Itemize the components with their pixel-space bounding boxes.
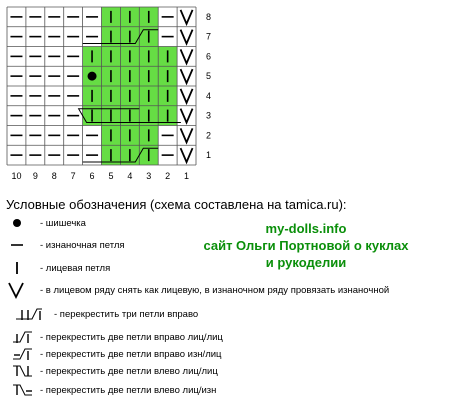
bobble-symbol: [88, 72, 97, 81]
column-label: 10: [11, 171, 22, 181]
slip-stitch-symbol: [181, 128, 193, 142]
cross-two-left-knit-purl-icon: [6, 381, 36, 399]
watermark-line-2: сайт Ольги Портновой о куклах: [203, 238, 409, 253]
watermark-line-3: и рукоделии: [265, 255, 347, 270]
slip-stitch-symbol: [181, 30, 193, 44]
slip-icon: [6, 281, 36, 299]
column-label: 8: [51, 171, 57, 181]
bobble-icon: [6, 214, 36, 232]
legend-item-text: - перекрестить две петли вправо изн/лиц: [40, 348, 222, 360]
watermark-line-1: my-dolls.info: [265, 221, 347, 236]
column-label: 2: [165, 171, 171, 181]
cross-two-left-knit-knit-icon: [6, 362, 36, 380]
slip-stitch-symbol: [181, 49, 193, 63]
column-label: 5: [108, 171, 114, 181]
legend-item-text: - в лицевом ряду снять как лицевую, в изнаночном ряду провязать изнаночной: [40, 284, 390, 296]
row-label: 3: [206, 110, 212, 121]
legend-item-bobble: [6, 214, 86, 232]
legend-item-purl: [6, 236, 125, 254]
slip-stitch-symbol: [181, 89, 193, 103]
legend-item-text: - лицевая петля: [40, 262, 111, 274]
row-label: 6: [206, 51, 212, 62]
slip-stitch-symbol: [181, 109, 193, 123]
cross-two-right-knit-knit-icon: [6, 328, 36, 346]
row-label: 7: [206, 31, 212, 42]
watermark: [186, 220, 426, 271]
legend-item-text: - перекрестить три петли вправо: [54, 308, 199, 320]
column-label: 6: [89, 171, 95, 181]
column-label: 3: [146, 171, 152, 181]
knit-icon: [6, 259, 36, 277]
slip-stitch-symbol: [181, 148, 193, 162]
legend-item-text: - изнаночная петля: [40, 239, 125, 251]
cross-three-right-icon: [6, 305, 50, 323]
column-label: 9: [32, 171, 38, 181]
legend-item-text: - перекрестить две петли вправо лиц/лиц: [40, 331, 223, 343]
column-label: 7: [70, 171, 76, 181]
legend-item-text: - перекрестить две петли влево лиц/изн: [40, 384, 217, 396]
legend-item-text: - перекрестить две петли влево лиц/лиц: [40, 365, 218, 377]
legend-item-text: - шишечка: [40, 217, 86, 229]
legend-item-cross2-left-kp: [6, 381, 216, 399]
legend-item-knit: [6, 259, 110, 277]
legend-item-slip: [6, 281, 389, 299]
row-label: 4: [206, 90, 212, 101]
legend-title: Условные обозначения (схема составлена на tamica.ru):: [6, 197, 347, 212]
knitting-chart: [0, 0, 450, 190]
slip-stitch-symbol: [181, 10, 193, 24]
row-label: 8: [206, 11, 212, 22]
purl-icon: [6, 236, 36, 254]
column-label: 4: [127, 171, 133, 181]
row-label: 1: [206, 150, 212, 161]
cross-two-right-purl-knit-icon: [6, 345, 36, 363]
column-label: 1: [184, 171, 190, 181]
legend-item-cross2-right-pk: [6, 345, 221, 363]
legend-item-cross3-right: [6, 305, 198, 323]
legend-item-cross2-right-kk: [6, 328, 223, 346]
row-label: 5: [206, 71, 212, 82]
slip-stitch-symbol: [181, 69, 193, 83]
legend-item-cross2-left-kk: [6, 362, 218, 380]
row-label: 2: [206, 130, 212, 141]
